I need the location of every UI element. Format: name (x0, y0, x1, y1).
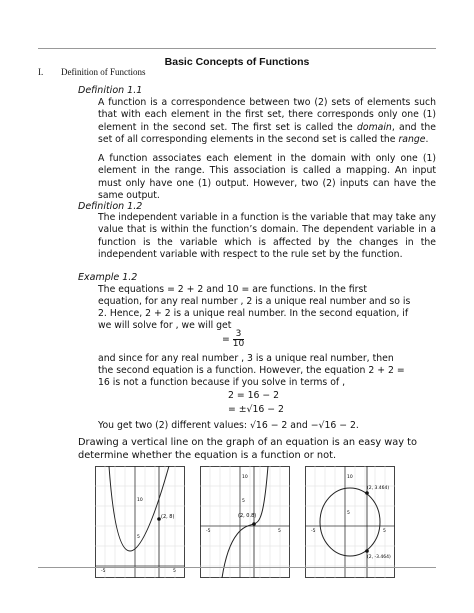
graph-3-tick-right: 5 (383, 529, 386, 534)
def11-domain-term: domain (356, 121, 392, 133)
example-line-8: You get two (2) different values: √16 − 2 and −√16 − 2. (98, 420, 359, 431)
graph-3-tick-5: 5 (347, 511, 350, 516)
graph-circle (305, 466, 395, 578)
example-line-3: 2. Hence, 2 + 2 is a unique real number. In the second equation, if (98, 308, 409, 319)
graph-2-tick-left: -5 (206, 529, 211, 534)
top-rule (38, 48, 436, 49)
page-title: Basic Concepts of Functions (164, 56, 310, 68)
example-line-2: equation, for any real number , 2 is a unique real number and so is (98, 296, 411, 307)
graph-1-point-label: (2, 8) (161, 514, 175, 520)
graph-1-tick-10: 10 (137, 498, 143, 503)
fraction-denominator: 10 (232, 339, 245, 349)
graph-parabola (95, 466, 185, 578)
fraction-lhs: = (222, 334, 230, 345)
def11-text-b: , and the set of all corresponding elements in the second set is called the (98, 121, 436, 145)
solved-fraction (222, 330, 244, 349)
def11-range-term: range (398, 133, 426, 145)
example-line-7: 16 is not a function because if you solve in terms of , (98, 377, 346, 388)
graph-3-point-bottom: (2, -3.464) (367, 555, 391, 560)
graph-2-tick-right: 5 (278, 529, 281, 534)
graph-2-tick-5: 5 (242, 499, 245, 504)
graph-2-tick-10: 10 (242, 475, 248, 480)
fraction-numerator: 3 (233, 330, 244, 340)
definition-1-2-paragraph: The independent variable in a function is the variable that may take any value that is within the function’s domain. The dependent variable in a function is the variable which is affected by the changes in the independent variable with respect to the rule set by the function. (98, 212, 436, 260)
definition-1-2-heading: Definition 1.2 (78, 201, 143, 212)
def11-text-c: . (425, 133, 429, 145)
definition-1-1-paragraph (98, 97, 436, 146)
graph-3-tick-left: -5 (311, 529, 316, 534)
closing-paragraph: Drawing a vertical line on the graph of an equation is an easy way to determine whether the equation is a function or not. (78, 437, 418, 461)
graph-3-tick-10: 10 (347, 475, 353, 480)
definition-1-1-mapping-paragraph: A function associates each element in the domain with only one (1) element in the range. This association is called a mapping. An input must only have one (1) output. However, two (2) inputs can have the same output. (98, 153, 436, 201)
example-line-6: the second equation is a function. However, the equation 2 + 2 = (98, 365, 405, 376)
equation-1: 2 = 16 − 2 (228, 390, 280, 401)
equation-2: = ±√16 − 2 (228, 404, 284, 415)
fraction (233, 330, 244, 349)
bottom-rule (38, 567, 436, 568)
definition-1-1-heading: Definition 1.1 (78, 85, 143, 96)
section-number: I. (38, 67, 44, 77)
section-title: Definition of Functions (61, 67, 146, 77)
example-1-2-heading: Example 1.2 (78, 272, 138, 283)
example-line-1: The equations = 2 + 2 and 10 = are functions. In the first (98, 284, 367, 295)
graph-cubic (200, 466, 290, 578)
graph-1-tick-right: 5 (173, 569, 176, 574)
graph-1-tick-left: -5 (101, 569, 106, 574)
graph-3-point-top: (2, 3.464) (367, 486, 390, 491)
graph-2-point-label: (2, 0.8) (238, 513, 257, 519)
example-line-5: and since for any real number , 3 is a unique real number, then (98, 353, 394, 364)
section-heading (38, 67, 146, 77)
def11-text-a: A function is a correspondence between two (2) sets of elements such that with each element in the first set, there corresponds only one (1) element in the second set. The first set is called the (98, 97, 436, 133)
graph-1-tick-5: 5 (137, 535, 140, 540)
example-line-4: we will solve for , we will get (98, 320, 232, 331)
